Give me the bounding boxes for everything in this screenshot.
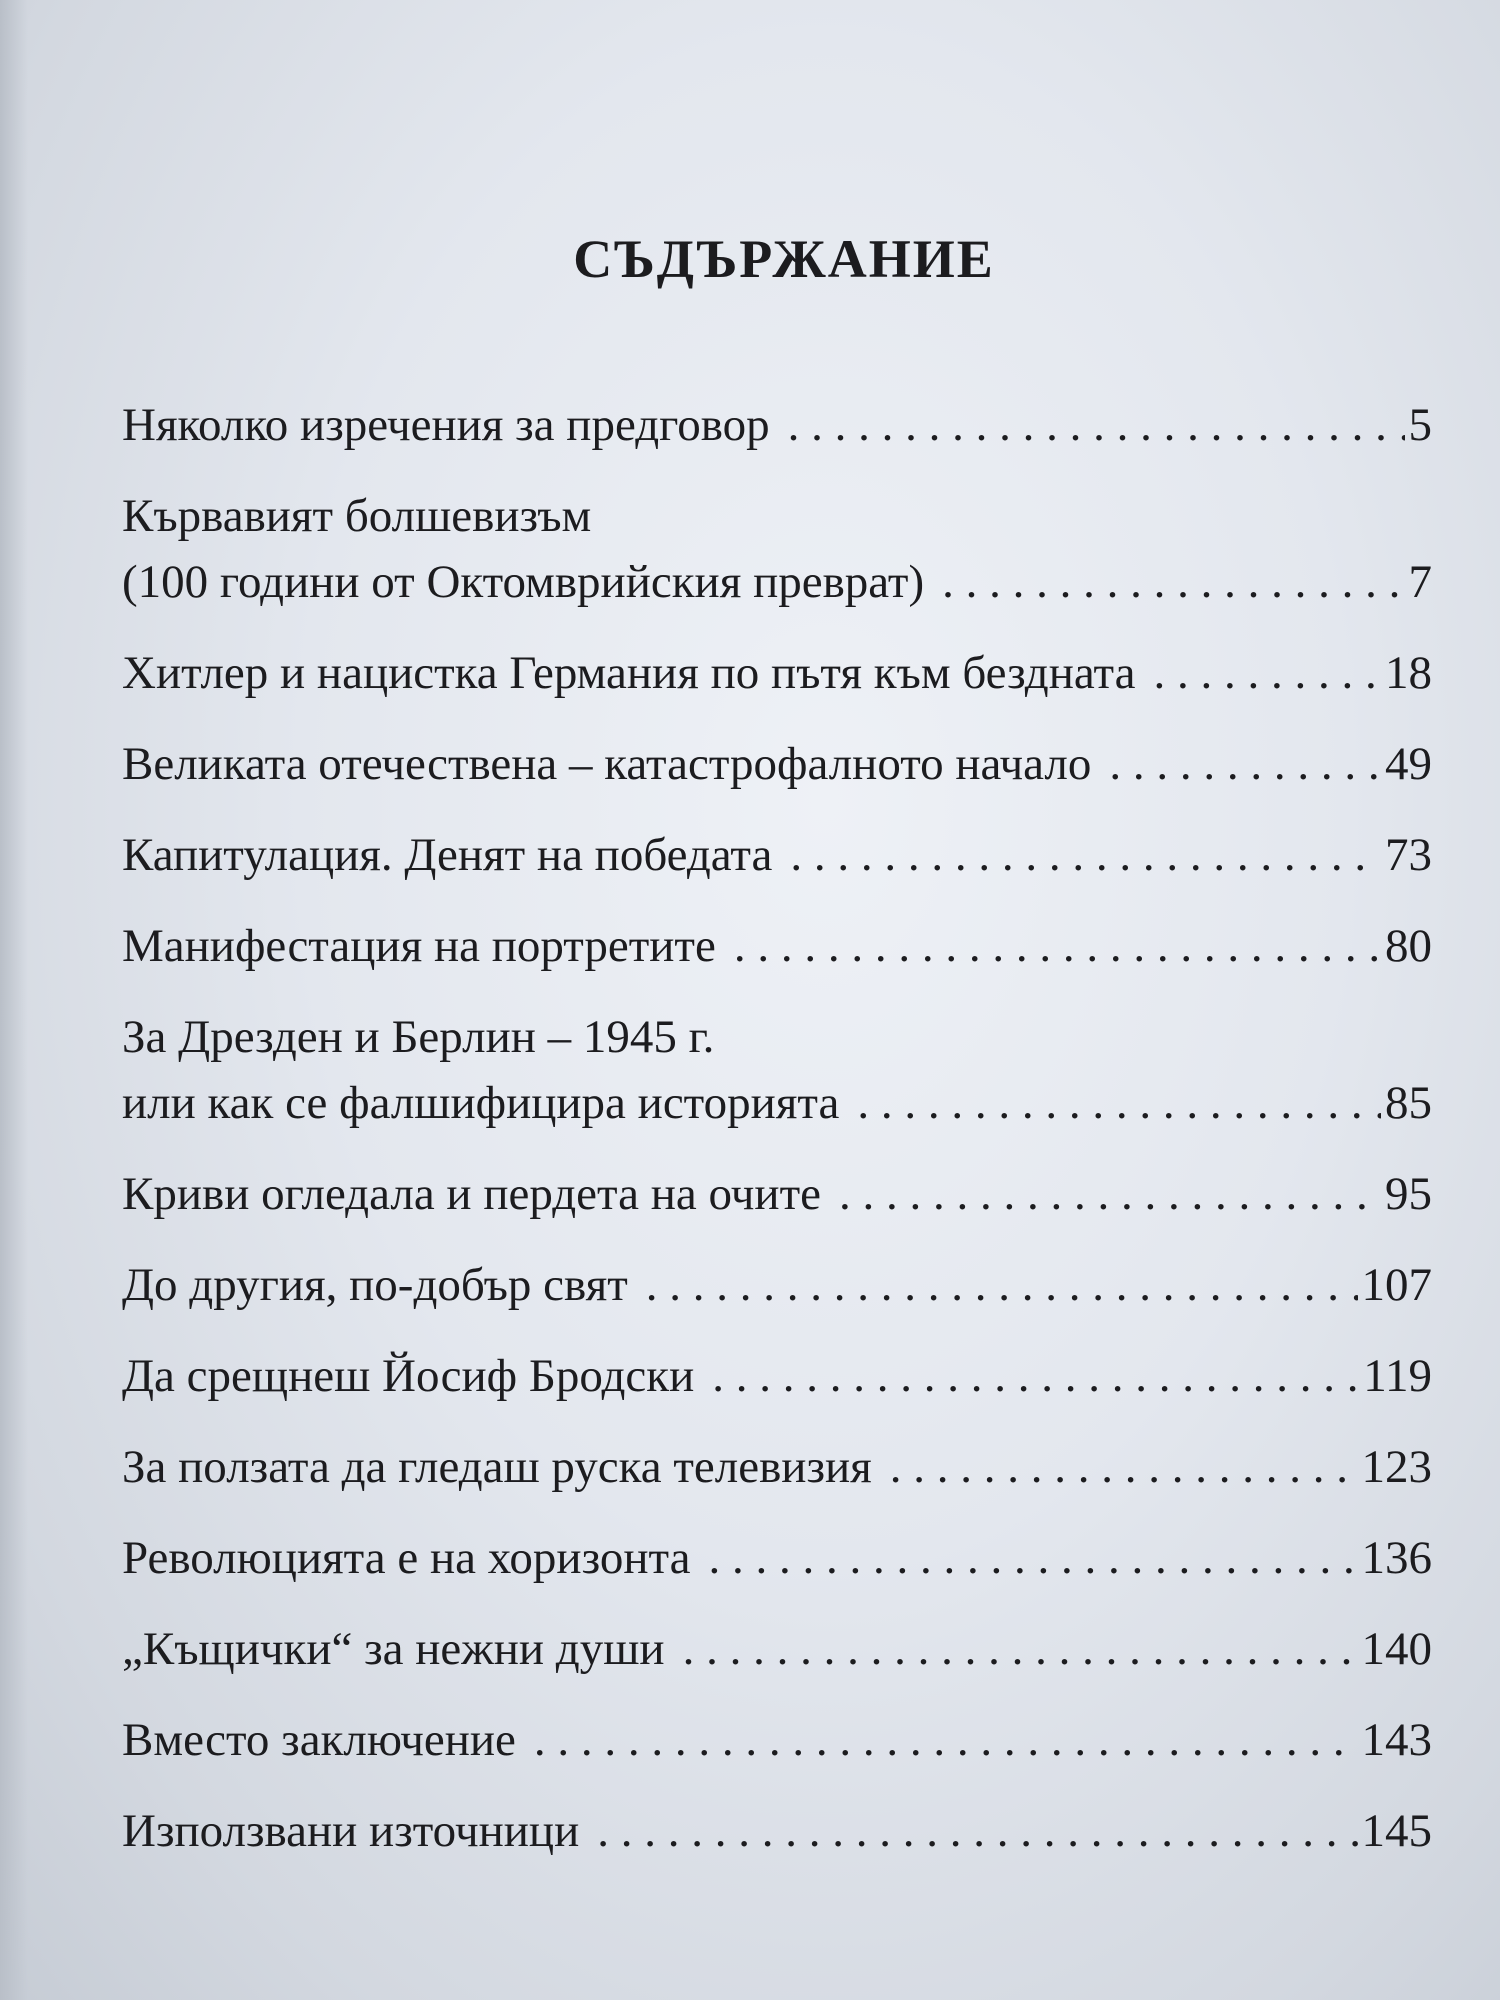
toc-line [122, 392, 1432, 458]
dot-leader [691, 1525, 1358, 1591]
toc-entry [122, 392, 1432, 458]
toc-entry [122, 1343, 1432, 1409]
toc-page-number: 107 [1361, 1259, 1432, 1311]
toc-entry-title: Манифестация на портретите [122, 920, 716, 972]
dot-leader [516, 1707, 1358, 1773]
toc-entry [122, 1707, 1432, 1773]
toc-entry-title: Използвани източници [122, 1805, 580, 1857]
toc-line [122, 549, 1432, 615]
toc-entry-title: „Къщички“ за нежни души [122, 1623, 665, 1675]
toc-line [122, 1070, 1432, 1136]
dot-leader [665, 1616, 1358, 1682]
dot-leader [1091, 731, 1381, 797]
toc-entry [122, 1434, 1432, 1500]
toc-line [122, 483, 1432, 549]
toc-entry [122, 822, 1432, 888]
toc-entry [122, 483, 1432, 615]
toc-page-number: 145 [1361, 1805, 1432, 1857]
toc-entry-title: Революцията е на хоризонта [122, 1532, 691, 1584]
dot-leader [628, 1252, 1358, 1318]
toc-line [122, 731, 1432, 797]
toc-line [122, 1161, 1432, 1227]
toc-page-number: 85 [1385, 1077, 1432, 1129]
toc-page-number: 136 [1361, 1532, 1432, 1584]
dot-leader [924, 549, 1404, 615]
dot-leader [1135, 640, 1381, 706]
dot-leader [579, 1798, 1357, 1864]
toc-entry-title-line1: Кървавият болшевизъм [122, 490, 592, 542]
toc-page-number: 73 [1385, 829, 1432, 881]
toc-entry-title: Да срещнеш Йосиф Бродски [122, 1350, 695, 1402]
page-title: СЪДЪРЖАНИЕ [573, 229, 995, 289]
toc-line [122, 1434, 1432, 1500]
toc-line [122, 822, 1432, 888]
toc-page-number: 140 [1361, 1623, 1432, 1675]
toc-entry-title: или как се фалшифицира историята [122, 1077, 840, 1129]
toc-page-number: 123 [1361, 1441, 1432, 1493]
dot-leader [770, 392, 1405, 458]
toc-line [122, 1707, 1432, 1773]
toc-line [122, 1252, 1432, 1318]
toc-entry [122, 913, 1432, 979]
dot-leader [694, 1343, 1359, 1409]
toc-page-number: 119 [1363, 1350, 1432, 1402]
toc-entry-title-line1: За Дрезден и Берлин – 1945 г. [122, 1011, 715, 1063]
toc-entry-title: Вместо заключение [122, 1714, 516, 1766]
toc-page-number: 143 [1361, 1714, 1432, 1766]
toc-page-number: 7 [1408, 556, 1432, 608]
toc-entry-title: (100 години от Октомврийския преврат) [122, 556, 925, 608]
toc-entry-title: За ползата да гледаш руска телевизия [122, 1441, 872, 1493]
toc-page-number: 49 [1385, 738, 1432, 790]
toc-line [122, 640, 1432, 706]
dot-leader [772, 822, 1381, 888]
toc-entry-title: Великата отечествена – катастрофалното начало [122, 738, 1092, 790]
toc-entry-title: Капитулация. Денят на победата [122, 829, 773, 881]
toc-entry-title: Няколко изречения за предговор [122, 399, 770, 451]
toc-entry-title: Криви огледала и пердета на очите [122, 1168, 821, 1220]
toc-entry [122, 1616, 1432, 1682]
dot-leader [716, 913, 1381, 979]
toc-entry [122, 1161, 1432, 1227]
toc-line [122, 1004, 1432, 1070]
toc-entry [122, 640, 1432, 706]
dot-leader [839, 1070, 1381, 1136]
toc-line [122, 1525, 1432, 1591]
toc-entry [122, 731, 1432, 797]
dot-leader [821, 1161, 1381, 1227]
toc-page-number: 5 [1408, 399, 1432, 451]
toc-page-number: 95 [1385, 1168, 1432, 1220]
toc-line [122, 1343, 1432, 1409]
toc-entry [122, 1525, 1432, 1591]
toc-entry-title: До другия, по-добър свят [122, 1259, 628, 1311]
toc-line [122, 1798, 1432, 1864]
toc-entry [122, 1252, 1432, 1318]
toc-line [122, 1616, 1432, 1682]
toc-page-number: 80 [1385, 920, 1432, 972]
toc-entry [122, 1004, 1432, 1136]
table-of-contents [122, 392, 1432, 1889]
toc-entry [122, 1798, 1432, 1864]
toc-page-number: 18 [1385, 647, 1432, 699]
toc-entry-title: Хитлер и нацистка Германия по пътя към бездната [122, 647, 1136, 699]
dot-leader [872, 1434, 1358, 1500]
toc-line [122, 913, 1432, 979]
